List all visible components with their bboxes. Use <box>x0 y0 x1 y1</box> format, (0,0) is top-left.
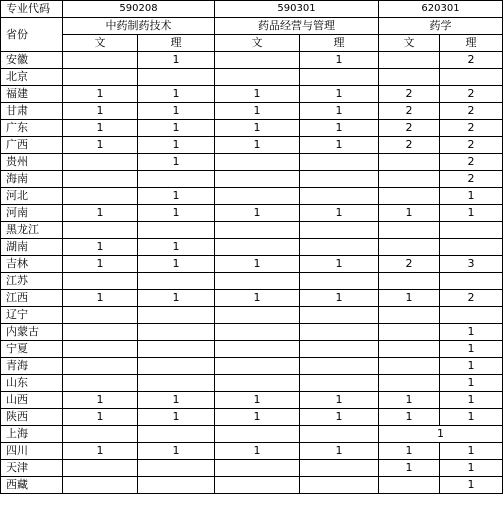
province-cell: 贵州 <box>1 154 63 171</box>
value-cell <box>63 52 138 69</box>
value-cell <box>379 239 440 256</box>
value-cell: 1 <box>215 120 300 137</box>
value-cell: 1 <box>215 409 300 426</box>
value-cell: 1 <box>138 392 215 409</box>
value-cell: 1 <box>63 205 138 222</box>
value-cell <box>215 460 300 477</box>
value-cell: 1 <box>300 290 379 307</box>
value-cell <box>215 426 300 443</box>
value-cell: 2 <box>440 154 503 171</box>
value-cell: 2 <box>440 103 503 120</box>
value-cell: 2 <box>440 120 503 137</box>
subject-header-cell: 文 <box>379 35 440 52</box>
value-cell <box>215 341 300 358</box>
value-cell <box>138 324 215 341</box>
province-cell: 河南 <box>1 205 63 222</box>
value-cell <box>379 341 440 358</box>
table-row <box>1 460 503 477</box>
value-cell <box>215 222 300 239</box>
value-cell <box>138 477 215 494</box>
value-cell <box>300 460 379 477</box>
province-cell: 江西 <box>1 290 63 307</box>
value-cell: 1 <box>138 52 215 69</box>
value-cell <box>300 171 379 188</box>
value-cell: 1 <box>300 103 379 120</box>
value-cell <box>300 324 379 341</box>
header-row-codes <box>1 1 503 18</box>
value-cell: 1 <box>440 460 503 477</box>
value-cell <box>379 52 440 69</box>
table-row <box>1 358 503 375</box>
value-cell: 1 <box>138 154 215 171</box>
province-cell: 福建 <box>1 86 63 103</box>
value-cell: 1 <box>379 409 440 426</box>
value-cell <box>300 222 379 239</box>
table-row <box>1 273 503 290</box>
major-name-cell: 中药制药技术 <box>63 18 215 35</box>
table-row <box>1 222 503 239</box>
province-cell: 广东 <box>1 120 63 137</box>
table-row <box>1 69 503 86</box>
value-cell <box>215 307 300 324</box>
table-row <box>1 426 503 443</box>
table-row <box>1 137 503 154</box>
value-cell <box>300 307 379 324</box>
value-cell: 1 <box>138 290 215 307</box>
table-row <box>1 52 503 69</box>
value-cell <box>300 188 379 205</box>
province-cell: 北京 <box>1 69 63 86</box>
value-cell <box>379 171 440 188</box>
value-cell: 1 <box>300 52 379 69</box>
value-cell: 1 <box>440 375 503 392</box>
value-cell <box>138 171 215 188</box>
value-cell <box>63 273 138 290</box>
province-cell: 西藏 <box>1 477 63 494</box>
value-cell: 1 <box>215 86 300 103</box>
table-row <box>1 154 503 171</box>
value-cell <box>215 273 300 290</box>
value-cell: 2 <box>379 103 440 120</box>
value-cell <box>63 69 138 86</box>
value-cell: 1 <box>63 443 138 460</box>
province-cell: 湖南 <box>1 239 63 256</box>
value-cell: 1 <box>300 86 379 103</box>
province-cell: 吉林 <box>1 256 63 273</box>
value-cell <box>138 222 215 239</box>
value-cell: 1 <box>215 103 300 120</box>
value-cell: 1 <box>440 188 503 205</box>
value-cell <box>63 324 138 341</box>
value-cell <box>63 460 138 477</box>
value-cell <box>63 375 138 392</box>
province-cell: 陕西 <box>1 409 63 426</box>
value-cell: 2 <box>440 86 503 103</box>
value-cell: 1 <box>440 358 503 375</box>
value-cell <box>215 154 300 171</box>
value-cell: 1 <box>63 256 138 273</box>
value-cell <box>215 188 300 205</box>
major-code-label: 专业代码 <box>1 1 63 18</box>
value-cell <box>138 341 215 358</box>
value-cell: 1 <box>379 392 440 409</box>
value-cell: 2 <box>379 86 440 103</box>
province-cell: 青海 <box>1 358 63 375</box>
value-cell <box>138 460 215 477</box>
value-cell <box>215 69 300 86</box>
value-cell <box>215 239 300 256</box>
value-cell <box>379 307 440 324</box>
value-cell: 1 <box>215 392 300 409</box>
value-cell: 1 <box>138 188 215 205</box>
header-row-majors <box>1 18 503 35</box>
value-cell: 1 <box>300 409 379 426</box>
table-row <box>1 375 503 392</box>
value-cell: 1 <box>440 409 503 426</box>
value-cell <box>63 188 138 205</box>
value-cell <box>379 375 440 392</box>
value-cell <box>300 69 379 86</box>
value-cell <box>379 188 440 205</box>
value-cell: 1 <box>138 205 215 222</box>
table-row <box>1 171 503 188</box>
table-row <box>1 307 503 324</box>
table-row <box>1 443 503 460</box>
value-cell <box>300 477 379 494</box>
value-cell <box>215 52 300 69</box>
value-cell: 1 <box>138 443 215 460</box>
value-cell <box>440 239 503 256</box>
province-cell: 四川 <box>1 443 63 460</box>
value-cell: 2 <box>440 137 503 154</box>
value-cell: 1 <box>138 120 215 137</box>
value-cell: 1 <box>300 443 379 460</box>
value-cell: 1 <box>300 256 379 273</box>
major-code-cell: 590208 <box>63 1 215 18</box>
value-cell: 2 <box>440 171 503 188</box>
table-row <box>1 290 503 307</box>
province-cell: 辽宁 <box>1 307 63 324</box>
value-cell <box>379 324 440 341</box>
value-cell: 1 <box>379 290 440 307</box>
table-row <box>1 205 503 222</box>
value-cell <box>138 307 215 324</box>
province-cell: 江苏 <box>1 273 63 290</box>
value-cell <box>138 69 215 86</box>
table-row <box>1 86 503 103</box>
value-cell <box>379 477 440 494</box>
value-cell <box>138 426 215 443</box>
value-cell <box>215 375 300 392</box>
value-cell: 1 <box>63 103 138 120</box>
value-cell <box>300 239 379 256</box>
value-cell <box>63 222 138 239</box>
value-cell <box>300 273 379 290</box>
value-cell <box>215 171 300 188</box>
value-cell: 1 <box>63 392 138 409</box>
value-cell <box>379 273 440 290</box>
major-code-cell: 590301 <box>215 1 379 18</box>
value-cell: 1 <box>138 409 215 426</box>
province-cell: 内蒙古 <box>1 324 63 341</box>
major-code-cell: 620301 <box>379 1 503 18</box>
value-cell: 1 <box>215 137 300 154</box>
table-row <box>1 120 503 137</box>
value-cell: 1 <box>379 443 440 460</box>
value-cell: 1 <box>138 137 215 154</box>
value-cell: 1 <box>215 290 300 307</box>
subject-header-cell: 理 <box>440 35 503 52</box>
value-cell: 1 <box>215 443 300 460</box>
value-cell <box>379 222 440 239</box>
table-row <box>1 239 503 256</box>
value-cell <box>63 171 138 188</box>
subject-header-cell: 文 <box>63 35 138 52</box>
value-cell <box>300 375 379 392</box>
value-cell <box>379 69 440 86</box>
table-row <box>1 341 503 358</box>
major-name-cell: 药学 <box>379 18 503 35</box>
province-cell: 海南 <box>1 171 63 188</box>
value-cell: 1 <box>440 341 503 358</box>
value-cell: 1 <box>63 86 138 103</box>
province-cell: 山东 <box>1 375 63 392</box>
value-cell: 1 <box>215 256 300 273</box>
table-row <box>1 188 503 205</box>
value-cell: 1 <box>63 290 138 307</box>
value-cell: 1 <box>300 392 379 409</box>
value-cell: 2 <box>440 290 503 307</box>
value-cell <box>215 477 300 494</box>
value-cell: 1 <box>63 409 138 426</box>
value-cell: 1 <box>440 324 503 341</box>
table-body <box>1 52 503 494</box>
value-cell <box>63 307 138 324</box>
value-cell <box>138 375 215 392</box>
province-cell: 河北 <box>1 188 63 205</box>
value-cell <box>379 358 440 375</box>
province-cell: 山西 <box>1 392 63 409</box>
value-cell: 1 <box>440 392 503 409</box>
value-cell: 1 <box>63 137 138 154</box>
province-header: 省份 <box>1 18 63 52</box>
value-cell: 2 <box>379 137 440 154</box>
value-cell: 2 <box>440 52 503 69</box>
value-cell: 1 <box>138 103 215 120</box>
value-cell: 1 <box>300 137 379 154</box>
value-cell <box>138 273 215 290</box>
value-cell: 1 <box>379 205 440 222</box>
value-cell: 1 <box>63 239 138 256</box>
value-cell <box>215 324 300 341</box>
subject-header-cell: 文 <box>215 35 300 52</box>
major-name-cell: 药品经营与管理 <box>215 18 379 35</box>
value-cell <box>440 307 503 324</box>
value-cell: 2 <box>379 120 440 137</box>
value-cell: 1 <box>215 205 300 222</box>
value-cell: 2 <box>379 256 440 273</box>
value-cell <box>138 358 215 375</box>
value-cell <box>63 477 138 494</box>
value-cell <box>440 69 503 86</box>
subject-header-cell: 理 <box>138 35 215 52</box>
table-row <box>1 477 503 494</box>
value-cell: 3 <box>440 256 503 273</box>
table-row <box>1 256 503 273</box>
value-cell <box>379 154 440 171</box>
value-cell <box>63 341 138 358</box>
table-row <box>1 103 503 120</box>
table-row <box>1 324 503 341</box>
province-cell: 广西 <box>1 137 63 154</box>
value-cell: 1 <box>63 120 138 137</box>
value-cell <box>63 426 138 443</box>
table-row <box>1 409 503 426</box>
merged-value-cell: 1 <box>379 426 503 443</box>
value-cell <box>300 341 379 358</box>
value-cell: 1 <box>138 239 215 256</box>
value-cell <box>215 358 300 375</box>
value-cell: 1 <box>138 86 215 103</box>
value-cell: 1 <box>300 120 379 137</box>
value-cell <box>440 222 503 239</box>
province-cell: 上海 <box>1 426 63 443</box>
value-cell: 1 <box>379 460 440 477</box>
table-row <box>1 392 503 409</box>
value-cell <box>63 358 138 375</box>
province-cell: 安徽 <box>1 52 63 69</box>
value-cell: 1 <box>440 443 503 460</box>
value-cell: 1 <box>440 205 503 222</box>
table-header <box>1 1 503 52</box>
value-cell: 1 <box>138 256 215 273</box>
value-cell <box>440 273 503 290</box>
subject-header-cell: 理 <box>300 35 379 52</box>
value-cell <box>300 358 379 375</box>
value-cell: 1 <box>300 205 379 222</box>
province-cell: 宁夏 <box>1 341 63 358</box>
value-cell <box>63 154 138 171</box>
province-cell: 黑龙江 <box>1 222 63 239</box>
value-cell <box>300 426 379 443</box>
value-cell: 1 <box>440 477 503 494</box>
header-row-subjects <box>1 35 503 52</box>
province-cell: 天津 <box>1 460 63 477</box>
province-cell: 甘肃 <box>1 103 63 120</box>
value-cell <box>300 154 379 171</box>
